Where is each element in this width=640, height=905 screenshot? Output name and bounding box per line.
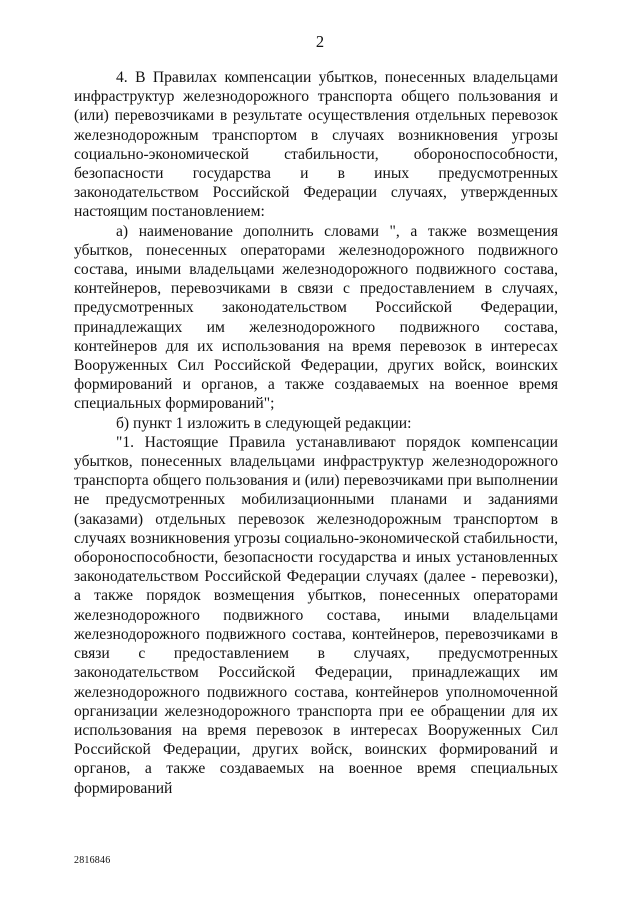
paragraph-subitem-b: б) пункт 1 изложить в следующей редакции: [116,414,412,432]
document-code: 2816846 [74,855,111,866]
document-body [74,68,558,798]
paragraph-subitem-a: а) наименование дополнить словами ", а также возмещения убытков, понесенных операторами железнодорожного подвижного состава, иными владельцами железнодорожного подвижного состава, контейнеров, перевозчиками в связи с предоставлением в случаях, предусмотренных законодательством Российской Федерации, принадлежащих им железнодорожного подвижного состава, контейнеров для их использования на время перевозок в интересах Вооруженных Сил Российской Федерации, других войск, воинских формирований и органов, а также создаваемых на военное время специальных формирований"; [74,222,558,413]
paragraph-item-4: 4. В Правилах компенсации убытков, понесенных владельцами инфраструктур железнодорожного транспорта общего пользования и (или) перевозчиками в результате осуществления отдельных перевозок железнодорожным транспортом в случаях возникновения угрозы социально-экономической стабильности, обороноспособности, безопасности государства и в иных предусмотренных законодательством Российской Федерации случаях, утвержденных настоящим постановлением: [74,69,558,221]
paragraph-point-1-text: "1. Настоящие Правила устанавливают порядок компенсации убытков, понесенных владельцами инфраструктур железнодорожного транспорта общего пользования и (или) перевозчиками при выполнении не предусмотренных мобилизационными планами и заданиями (заказами) отдельных перевозок железнодорожным транспортом в случаях возникновения угрозы социально-экономической стабильности, обороноспособности, безопасности государства и иных установленных законодательством Российской Федерации случаях (далее - перевозки), а также порядок возмещения убытков, понесенных операторами железнодорожного подвижного состава, иными владельцами железнодорожного подвижного состава, контейнеров, перевозчиками в связи с предоставлением в случаях, предусмотренных законодательством Российской Федерации, принадлежащих им железнодорожного подвижного состава, контейнеров уполномоченной организации железнодорожного транспорта при ее обращении для их использования на время перевозок в интересах Вооруженных Сил Российской Федерации, других войск, воинских формирований и органов, а также создаваемых на военное время специальных формирований [74,433,558,797]
page-number: 2 [315,32,325,51]
